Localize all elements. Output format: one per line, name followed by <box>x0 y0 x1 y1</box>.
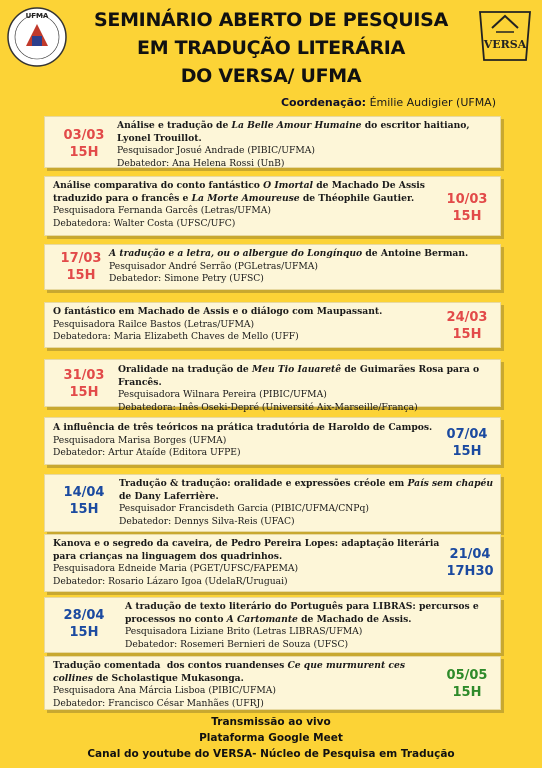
session-title: A tradução de texto literário do Português para LIBRAS: percursos e processos no conto A Cartomante de Machado de Assis. <box>125 601 479 625</box>
session-presenter: Pesquisadora Edneide Maria (PGET/UFSC/FAPEMA) <box>53 563 299 575</box>
session-text <box>119 478 496 528</box>
session-title: Análise comparativa do conto fantástico O Imortal de Machado De Assis traduzido para o francês e La Morte Amoureuse de Théophile Gautier. <box>53 180 425 204</box>
session-text <box>109 248 494 286</box>
session-card <box>44 597 501 653</box>
session-card <box>44 116 501 168</box>
session-presenter: Pesquisador Josué Andrade (PIBIC/UFMA) <box>117 145 315 157</box>
session-debater: Debatedor: Artur Ataíde (Editora UFPE) <box>53 447 241 459</box>
session-card <box>44 359 501 413</box>
ufma-logo <box>6 6 68 68</box>
session-title: Análise e tradução de La Belle Amour Humaine do escritor haitiano, Lyonel Trouillot. <box>117 120 470 144</box>
session-card <box>44 534 501 592</box>
session-presenter: Pesquisador Francisdeth Garcia (PIBIC/UFMA/CNPq) <box>119 503 369 515</box>
session-text <box>53 538 448 588</box>
session-title: Tradução & tradução: oralidade e expressões créole em País sem chapéu de Dany Laferrière. <box>119 478 494 502</box>
session-title: A influência de três teóricos na prática tradutória de Haroldo de Campos. <box>53 422 433 433</box>
session-title: O fantástico em Machado de Assis e o diálogo com Maupassant. <box>53 306 383 317</box>
session-date: 14/04 15H <box>63 485 105 517</box>
session-title: Oralidade na tradução de Meu Tio Iauaretê de Guimarães Rosa para o Francês. <box>118 364 480 388</box>
session-presenter: Pesquisadora Wilnara Pereira (PIBIC/UFMA) <box>118 389 327 401</box>
page-title-line-3: DO VERSA/ UFMA <box>180 65 362 87</box>
session-text <box>117 120 492 170</box>
session-card <box>44 244 501 290</box>
session-text <box>125 601 497 651</box>
page-title-line-2: EM TRADUÇÃO LITERÁRIA <box>137 37 405 59</box>
session-debater: Debatedora: Walter Costa (UFSC/UFC) <box>53 217 236 229</box>
session-debater: Debatedor: Rosemeri Bernieri de Souza (UFSC) <box>125 638 349 650</box>
session-card <box>44 474 501 532</box>
ufma-logo-text: UFMA <box>25 12 49 20</box>
session-text <box>53 660 438 710</box>
session-presenter: Pesquisadora Fernanda Garcês (Letras/UFMA) <box>53 205 272 217</box>
footer-line-2: Plataforma Google Meet <box>199 732 343 744</box>
session-card <box>44 302 501 348</box>
session-card <box>44 417 501 465</box>
page-title-line-1: SEMINÁRIO ABERTO DE PESQUISA <box>94 9 448 31</box>
session-presenter: Pesquisadora Marisa Borges (UFMA) <box>53 434 227 446</box>
session-date: 10/03 15H <box>446 192 488 224</box>
session-title: Tradução comentada dos contos ruandenses Ce que murmurent ces collines de Scholastique Mukasonga. <box>53 660 406 684</box>
session-debater: Debatedora: Maria Elizabeth Chaves de Mello (UFF) <box>53 331 299 343</box>
session-text <box>53 306 438 344</box>
session-debater: Debatedor: Dennys Silva-Reis (UFAC) <box>119 515 295 527</box>
session-title: A tradução e a letra, ou o albergue do Longínquo de Antoine Berman. <box>109 248 469 259</box>
session-presenter: Pesquisadora Liziane Brito (Letras LIBRAS/UFMA) <box>125 626 363 638</box>
coordination <box>281 96 496 109</box>
session-text <box>118 364 495 414</box>
session-date: 21/04 17H30 <box>446 547 494 579</box>
session-presenter: Pesquisadora Ana Márcia Lisboa (PIBIC/UFMA) <box>53 685 276 697</box>
session-text <box>53 422 438 460</box>
session-date: 31/03 15H <box>63 368 105 400</box>
session-debater: Debatedor: Francisco César Manhães (UFRJ) <box>53 697 264 709</box>
footer-line-3: Canal do youtube do VERSA- Núcleo de Pesquisa em Tradução <box>87 748 455 760</box>
versa-logo <box>474 6 536 66</box>
session-presenter: Pesquisador André Serrão (PGLetras/UFMA) <box>109 260 318 272</box>
session-date: 03/03 15H <box>63 128 105 160</box>
session-debater: Debatedora: Inês Oseki-Depré (Université Aix-Marseille/França) <box>118 401 418 413</box>
session-title: Kanova e o segredo da caveira, de Pedro Pereira Lopes: adaptação literária para crianças na linguagem dos quadrinhos. <box>53 538 440 562</box>
session-date: 28/04 15H <box>63 608 105 640</box>
session-card <box>44 656 501 710</box>
session-debater: Debatedor: Simone Petry (UFSC) <box>109 273 264 285</box>
session-presenter: Pesquisadora Railce Bastos (Letras/UFMA) <box>53 318 255 330</box>
session-date: 07/04 15H <box>446 427 488 459</box>
session-date: 17/03 15H <box>60 251 102 283</box>
session-text <box>53 180 438 230</box>
coordination-label: Coordenação: <box>280 96 367 109</box>
versa-logo-text: VERSA <box>483 38 527 51</box>
footer-line-1: Transmissão ao vivo <box>211 716 331 728</box>
session-debater: Debatedor: Rosario Lázaro Igoa (UdelaR/Uruguai) <box>53 575 288 587</box>
session-debater: Debatedor: Ana Helena Rossi (UnB) <box>117 157 285 169</box>
session-date: 24/03 15H <box>446 310 488 342</box>
coordination-name: Émilie Audigier (UFMA) <box>369 96 496 109</box>
session-card <box>44 176 501 236</box>
session-date: 05/05 15H <box>446 668 488 700</box>
